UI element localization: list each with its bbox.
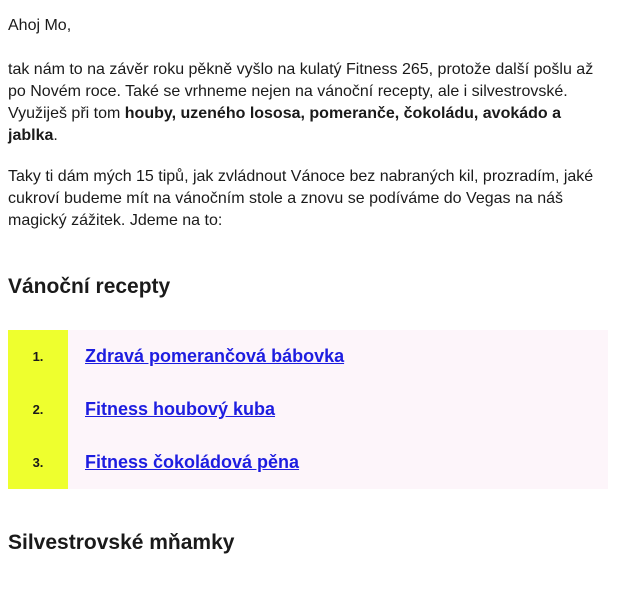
recipe-link-cell [68, 330, 608, 383]
recipe-list [8, 330, 608, 489]
recipe-number: 1. [8, 330, 68, 383]
recipe-number: 3. [8, 436, 68, 489]
christmas-recipes-heading: Vánoční recepty [8, 275, 171, 298]
recipe-link-cell [68, 436, 608, 489]
new-year-heading: Silvestrovské mňamky [8, 531, 235, 554]
recipe-link-pena[interactable]: Fitness čokoládová pěna [85, 452, 300, 472]
recipe-number: 2. [8, 383, 68, 436]
intro-end: . [53, 127, 58, 144]
recipe-row [8, 383, 608, 436]
intro-paragraph [8, 59, 608, 147]
greeting: Ahoj Mo, [8, 17, 72, 34]
intro-text: tak nám to na závěr roku pěkně vyšlo na kulatý Fitness 265, protože další pošlu až po Novém roce. Také se vrhneme nejen na vánoční recepty, ale i silvestrovské. Využiješ při tom [8, 61, 594, 122]
recipe-link-cell [68, 383, 608, 436]
tips-paragraph: Taky ti dám mých 15 tipů, jak zvládnout Vánoce bez nabraných kil, prozradím, jaké cukroví budeme mít na vánočním stole a znovu se podíváme do Vegas na náš magický zážitek. Jdeme na to: [8, 168, 594, 229]
recipe-row [8, 330, 608, 383]
recipe-link-kuba[interactable]: Fitness houbový kuba [85, 399, 276, 419]
recipe-link-babovka[interactable]: Zdravá pomerančová bábovka [85, 346, 345, 366]
recipe-row [8, 436, 608, 489]
intro-ingredients: houby, uzeného lososa, pomeranče, čokoládu, avokádo a jablka [8, 105, 562, 144]
